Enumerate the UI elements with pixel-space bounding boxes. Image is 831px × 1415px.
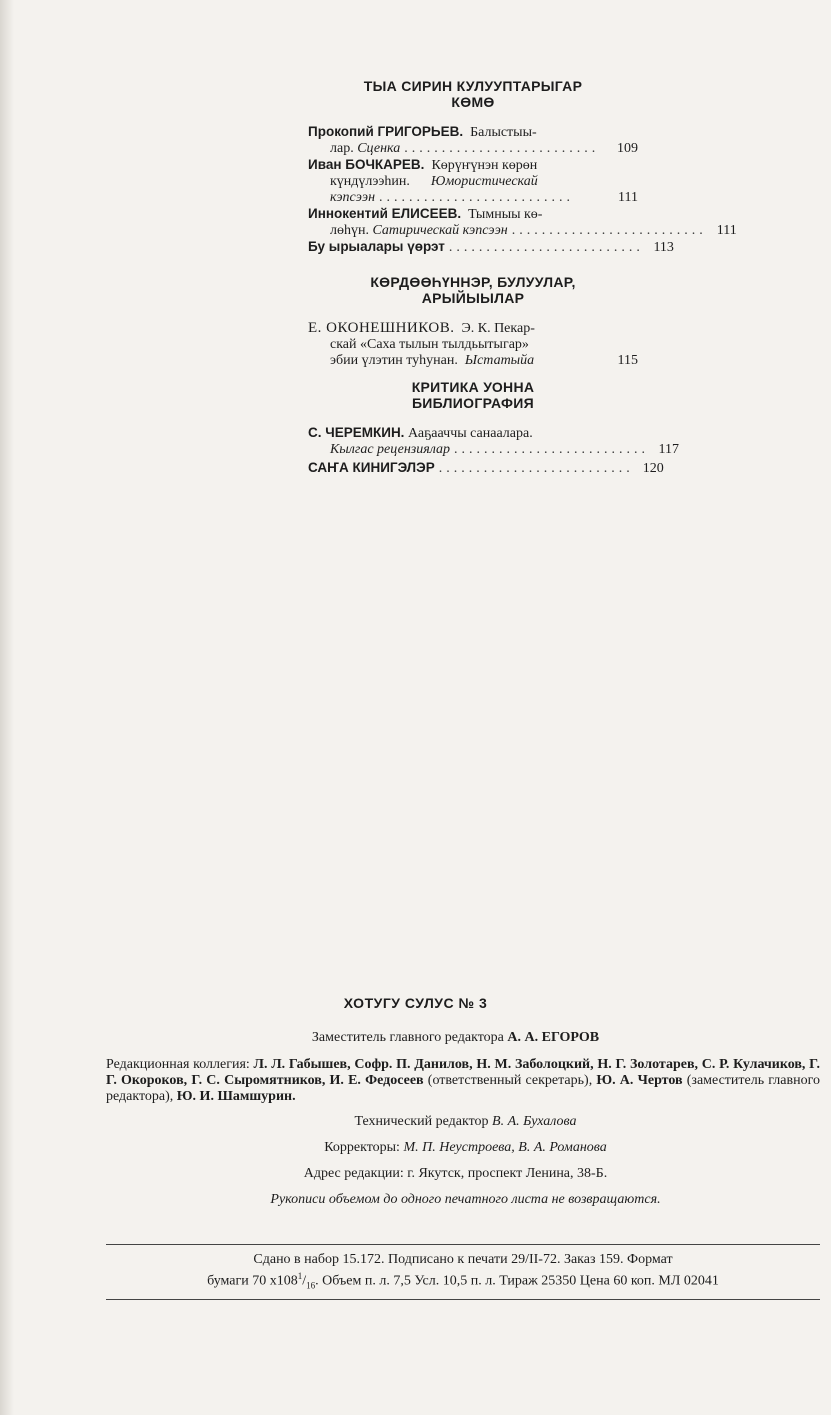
entry-title: лөһүн.	[330, 223, 369, 238]
deputy-editor-name: А. А. ЕГОРОВ	[507, 1030, 600, 1045]
toc-entry-new-books	[308, 460, 664, 477]
entry-page-number: 111	[716, 223, 737, 238]
publication-details	[106, 1252, 820, 1293]
leader-dots: ..........................	[379, 190, 575, 205]
entry-genre: Ыстатыйа	[464, 353, 535, 368]
paper-format: бумаги 70 х108	[207, 1273, 298, 1289]
entry-title: скай «Саха тылын тылдьытыгар»	[330, 337, 529, 352]
leader-dots: ..........................	[454, 442, 650, 457]
leader-dots: ..........................	[448, 240, 644, 255]
entry-title: Э. К. Пекар-	[461, 321, 535, 336]
toc-entry-okoneshnikov	[308, 320, 638, 369]
entry-title: Бу ырыалары үөрэт	[308, 239, 445, 254]
divider-rule-bottom	[106, 1299, 820, 1300]
entry-title: эбии үлэтин туһунан.	[330, 353, 458, 368]
board-role: (заместитель главного редактора),	[106, 1073, 821, 1104]
magazine-title: ХОТУГУ СУЛУС № 3	[343, 995, 488, 1011]
entry-title: лар.	[330, 141, 354, 156]
tech-editor-label: Технический редактор	[354, 1114, 489, 1129]
entry-author: Иннокентий ЕЛИСЕЕВ.	[308, 206, 462, 221]
toc-entry-eliseev	[308, 206, 737, 239]
leader-dots: ..........................	[511, 223, 707, 238]
entry-page-number: 120	[642, 461, 664, 476]
section-heading-folklore	[308, 78, 638, 110]
leader-dots: ..........................	[404, 141, 600, 156]
entry-genre: кэпсээн	[330, 190, 376, 205]
deputy-editor-line	[80, 1029, 831, 1047]
toc-entry-cheremkin	[308, 425, 680, 458]
section-heading-line: КӨРДӨӨҺҮННЭР, БУЛУУЛАР,	[370, 274, 576, 290]
entry-genre: Юмористическай	[430, 174, 538, 189]
entry-author: Прокопий ГРИГОРЬЕВ.	[308, 124, 464, 139]
entry-title: Ааҕааччы санаалара.	[407, 426, 533, 441]
fraction-denominator: 16	[306, 1280, 316, 1291]
section-heading-research	[308, 274, 638, 306]
entry-page-number: 113	[653, 240, 674, 255]
fraction-numerator: 1	[297, 1271, 303, 1281]
entry-title: Көрүҥүнэн көрөн	[431, 158, 538, 173]
correctors-line	[100, 1139, 831, 1157]
entry-title: күндүлээһин.	[330, 174, 410, 189]
section-heading-criticism	[308, 379, 638, 411]
entry-title: Балыстыы-	[470, 125, 537, 140]
colophon	[0, 995, 831, 1209]
divider-rule-top	[106, 1244, 820, 1245]
board-label: Редакционная коллегия:	[106, 1057, 250, 1072]
entry-author: Иван БОЧКАРЕВ.	[308, 157, 425, 172]
toc-entry-bochkarev	[308, 157, 638, 206]
entry-genre: Сценка	[357, 141, 401, 156]
table-of-contents	[308, 78, 737, 477]
manuscripts-note: Рукописи объемом до одного печатного листа не возвращаются.	[270, 1192, 661, 1207]
section-heading-line: ТЫА СИРИН КУЛУУПТАРЫГАР	[363, 78, 583, 94]
section-heading-line: КРИТИКА УОННА	[411, 379, 535, 395]
entry-title: САҤА КИНИГЭЛЭР	[308, 460, 435, 475]
entry-page-number: 117	[658, 442, 680, 457]
toc-entry-songs	[308, 239, 674, 256]
entry-title: Тымныы кө-	[468, 207, 543, 222]
board-role: (ответственный секретарь),	[427, 1073, 593, 1088]
entry-page-number: 115	[617, 353, 638, 368]
board-names: Ю. И. Шамшурин.	[176, 1089, 296, 1104]
entry-genre: Сатирическай кэпсээн	[372, 223, 508, 238]
correctors-names: М. П. Неустроева, В. А. Романова	[403, 1140, 607, 1155]
entry-author: Е. ОКОНЕШНИКОВ.	[308, 320, 455, 336]
section-heading-line: БИБЛИОГРАФИЯ	[411, 395, 535, 411]
publication-line: Сдано в набор 15.172. Подписано к печати 29/II-72. Заказ 159. Формат	[253, 1252, 673, 1267]
technical-editor-line	[100, 1113, 831, 1131]
tech-editor-name: В. А. Бухалова	[492, 1114, 577, 1129]
editorial-board	[106, 1057, 820, 1105]
leader-dots: ..........................	[438, 461, 634, 476]
print-run-details: . Объем п. л. 7,5 Усл. 10,5 п. л. Тираж 25350 Цена 60 коп. МЛ 02041	[315, 1273, 719, 1289]
publication-line: бумаги 70 $х108^1/_{16}$. Объем п. л. 7,5 Усл. 10,5 п. л. Тираж 25350 Цена 60 коп. МЛ 02041	[207, 1271, 719, 1291]
section-heading-line: КӨМӨ	[451, 94, 495, 110]
correctors-label: Корректоры:	[324, 1140, 400, 1155]
entry-author: С. ЧЕРЕМКИН.	[308, 425, 405, 440]
entry-genre: Кылгас рецензиялар	[330, 442, 451, 457]
toc-entry-grigoryev	[308, 124, 638, 157]
board-names: Л. Л. Габышев, Софр. П. Данилов, Н. М. Заболоцкий, Н. Г. Золотарев, С. Р. Кулачиков, Г. Г. Окороков, Г. С. Сыромятников, И. Е. Федосеев	[106, 1057, 821, 1088]
board-names: Ю. А. Чертов	[596, 1073, 683, 1088]
deputy-editor-label: Заместитель главного редактора	[311, 1030, 504, 1045]
editorial-address: Адрес редакции: г. Якутск, проспект Ленина, 38-Б.	[303, 1166, 608, 1181]
entry-page-number: 109	[617, 141, 638, 156]
entry-page-number: 111	[618, 190, 638, 205]
section-heading-line: АРЫЙЫЫЛАР	[421, 290, 525, 306]
